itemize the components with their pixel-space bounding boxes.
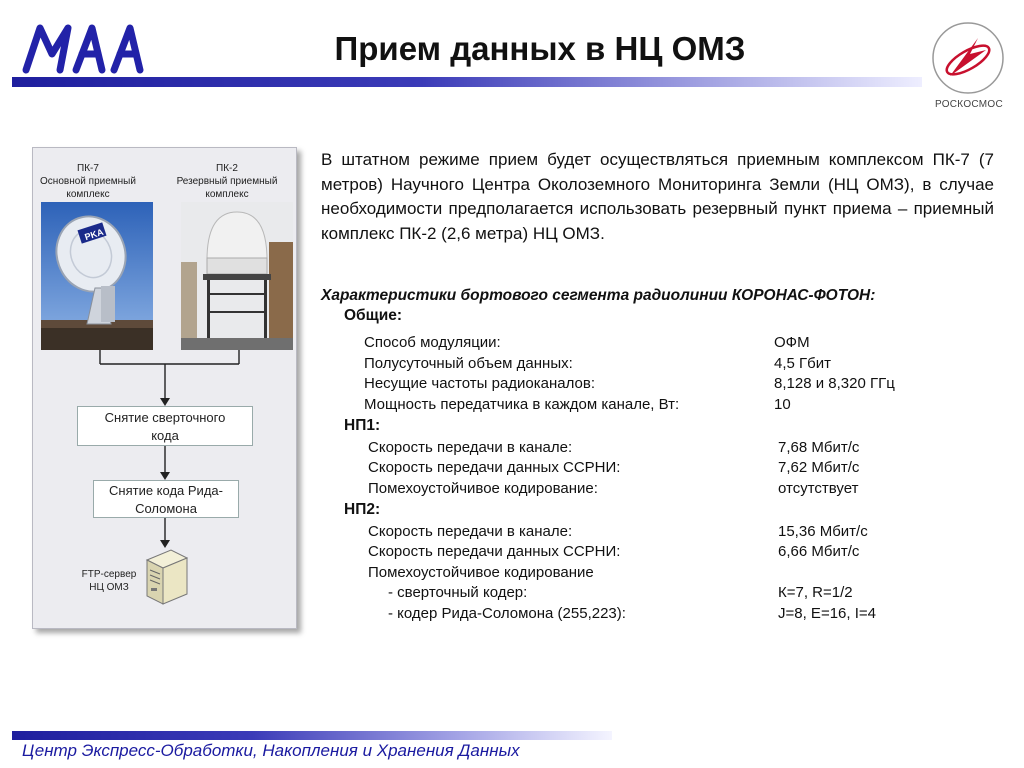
spec-row-label: Скорость передачи данных ССРНИ: — [368, 459, 621, 476]
spec-row-label: - сверточный кодер: — [388, 584, 528, 601]
reed-solomon-decoding-step: Снятие кода Рида- Соломона — [93, 480, 239, 518]
spec-row-value: 7,68 Мбит/с — [778, 439, 860, 456]
footer-text: Центр Экспресс-Обработки, Накопления и Хранения Данных — [22, 741, 520, 760]
spec-row-label: Помехоустойчивое кодирование — [368, 564, 594, 581]
intro-paragraph: В штатном режиме прием будет осуществляться приемным комплексом ПК-7 (7 метров) Научного Центра Околоземного Мониторинга Земли (НЦ ОМЗ), в случае необходимости предполагается использовать резервный пункт приема – приемный комплекс ПК-2 (2,6 метра) НЦ ОМЗ. — [321, 150, 994, 243]
footer-rule — [12, 731, 612, 740]
np2-group-title: НП2: — [344, 501, 381, 518]
convolutional-decoding-step: Снятие сверточного кода — [77, 406, 253, 446]
spec-row-label: Помехоустойчивое кодирование: — [368, 480, 598, 497]
spec-row-label: Несущие частоты радиоканалов: — [364, 375, 596, 392]
general-group-title: Общие: — [344, 307, 403, 324]
page-title: Прием данных в НЦ ОМЗ — [334, 30, 746, 67]
ftp-server-label: FTP-сервер НЦ ОМЗ — [81, 569, 137, 593]
spec-row-value: 15,36 Мбит/с — [778, 523, 868, 540]
antenna-pk7-label: ПК-7 Основной приемный комплекс — [40, 163, 136, 200]
spec-row-value: К=7, R=1/2 — [778, 584, 853, 601]
np1-group-title: НП1: — [344, 417, 381, 434]
title-rule — [12, 77, 922, 87]
spec-row-label: Скорость передачи в канале: — [368, 523, 573, 540]
antenna-dish-badge: PKA — [83, 226, 105, 243]
server-icon — [143, 548, 191, 606]
spec-row-value: 4,5 Гбит — [774, 355, 831, 372]
spec-row-value: 8,128 и 8,320 ГГц — [774, 375, 895, 392]
roscosmos-logo — [930, 20, 1006, 96]
spec-row-label: Мощность передатчика в каждом канале, Вт: — [364, 396, 680, 413]
spec-row-value: ОФМ — [774, 334, 810, 351]
antenna-pk2-label: ПК-2 Резервный приемный комплекс — [176, 163, 278, 200]
spec-row-value: отсутствует — [778, 480, 859, 497]
spec-row-value: 6,66 Мбит/с — [778, 543, 860, 560]
spec-row-label: - кодер Рида-Соломона (255,223): — [388, 605, 626, 622]
spec-row-value: J=8, E=16, I=4 — [778, 605, 876, 622]
spec-row-label: Скорость передачи в канале: — [368, 439, 573, 456]
mai-logo — [18, 18, 148, 76]
reception-diagram — [32, 147, 297, 629]
specs-heading: Характеристики бортового сегмента радиолинии КОРОНАС-ФОТОН: — [321, 287, 876, 304]
roscosmos-label: РОСКОСМОС — [934, 99, 1004, 110]
spec-row-value: 10 — [774, 396, 791, 413]
spec-row-label: Скорость передачи данных ССРНИ: — [368, 543, 621, 560]
spec-row-label: Полусуточный объем данных: — [364, 355, 573, 372]
spec-row-label: Способ модуляции: — [364, 334, 501, 351]
spec-row-value: 7,62 Мбит/с — [778, 459, 860, 476]
